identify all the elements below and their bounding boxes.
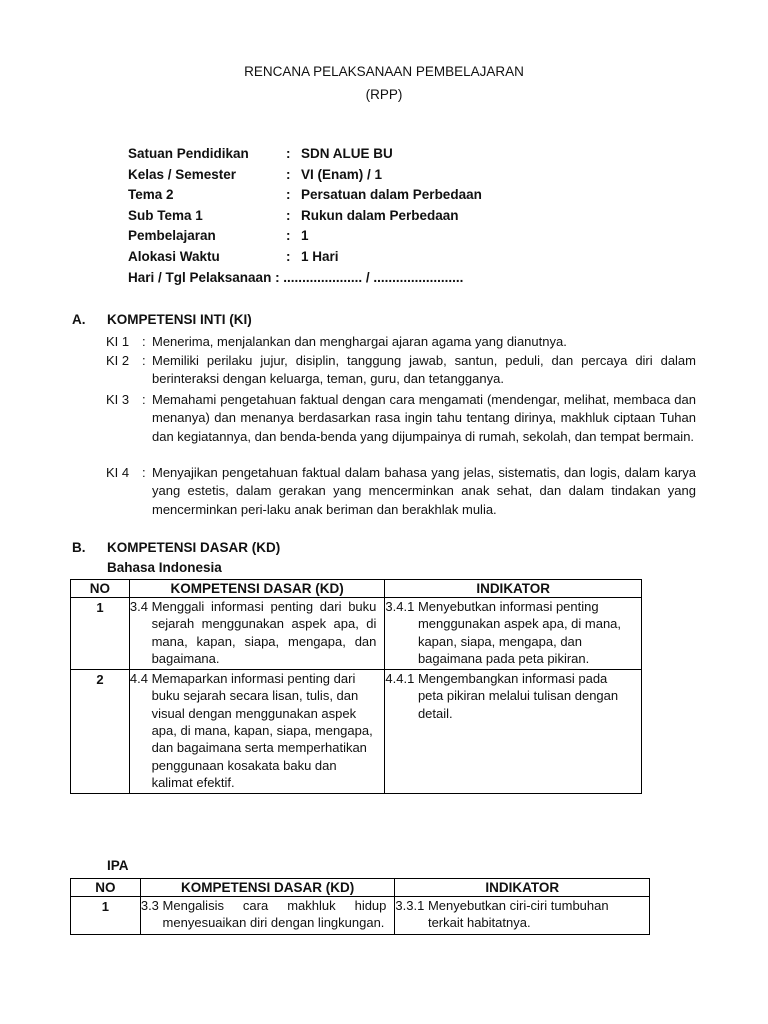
identity-colon: : [286, 248, 291, 264]
identity-label: Tema 2 [128, 187, 174, 203]
ki-colon: : [142, 334, 146, 349]
kd-number: 4.4 [129, 671, 148, 687]
identity-colon: : [286, 207, 291, 223]
kd-number: 3.3 [140, 898, 159, 913]
kd-cell [140, 897, 395, 935]
identity-value: Persatuan dalam Perbedaan [301, 187, 482, 203]
indikator-text: Menyebutkan informasi penting menggunakan aspek apa, di mana, kapan, siapa, mengapa, dan bagaimana pada peta pikiran. [417, 599, 622, 666]
header-kd: KOMPETENSI DASAR (KD) [129, 580, 385, 598]
table-header-row [71, 580, 642, 598]
header-indikator: INDIKATOR [385, 580, 642, 598]
document-title: RENCANA PELAKSANAAN PEMBELAJARAN [244, 64, 524, 79]
kd-text: Mengalisis cara makhluk hidup menyesuaikan diri dengan lingkungan. [162, 898, 387, 931]
ki-code: KI 2 [106, 353, 130, 368]
indikator-cell [395, 897, 650, 935]
identity-value: SDN ALUE BU [301, 146, 393, 161]
identity-label: Alokasi Waktu [128, 248, 220, 264]
row-number: 1 [71, 897, 141, 935]
row-number: 1 [71, 598, 130, 670]
identity-value: VI (Enam) / 1 [301, 166, 383, 182]
ki-text: Menerima, menjalankan dan menghargai ajaran agama yang dianutnya. [152, 334, 567, 349]
indikator-cell [385, 670, 642, 794]
row-number: 2 [71, 670, 130, 794]
subject-ipa: IPA [107, 858, 129, 873]
identity-value: 1 [301, 228, 309, 244]
kd-text-first: Menggali informasi penting dari buku sejarah menggunakan aspek apa, di mana, kapan, siapa, mengapa, dan bagaimana. [151, 599, 377, 666]
kd-number: 3.4 [129, 599, 148, 614]
header-no: NO [71, 879, 141, 897]
indikator-number: 3.4.1 [385, 599, 415, 614]
identity-label: Sub Tema 1 [128, 207, 203, 223]
indikator-text: Mengembangkan informasi pada peta pikiran melalui tulisan dengan detail. [417, 671, 619, 721]
indikator-text: Menyebutkan ciri-ciri tumbuhan terkait habitatnya. [427, 898, 609, 931]
ki-text: Memiliki perilaku jujur, disiplin, tanggung jawab, santun, peduli, dan percaya diri dalam berinteraksi dengan keluarga, teman, guru, dan tetangganya. [152, 353, 696, 387]
ki-colon: : [142, 353, 146, 368]
ki-code: KI 1 [106, 334, 130, 349]
identity-label: Satuan Pendidikan [128, 146, 249, 161]
ki-item-4 [106, 464, 696, 519]
indikator-cell [385, 598, 642, 670]
indikator-number: 3.3.1 [395, 898, 425, 913]
subject-bahasa-indonesia: Bahasa Indonesia [107, 560, 222, 575]
ki-colon: : [142, 465, 146, 480]
ki-item-2 [106, 352, 696, 389]
kd-cell [129, 598, 385, 670]
identity-value: 1 Hari [301, 248, 339, 264]
identity-colon: : [286, 228, 291, 244]
indikator-number: 4.4.1 [385, 671, 415, 687]
kd-table-bahasa [70, 579, 642, 794]
ki-text: Memahami pengetahuan faktual dengan cara mengamati (mendengar, melihat, membaca dan menanya) dan menanya berdasarkan rasa ingin tahu tentang dirinya, makhluk ciptaan Tuhan dan kegiatannya, dan benda-benda yang dijumpainya di rumah, sekolah, dan tempat bermain. [152, 392, 696, 444]
ki-colon: : [142, 392, 146, 407]
document-subtitle: (RPP) [365, 87, 403, 102]
kd-text: Memaparkan informasi penting dari buku sejarah secara lisan, tulis, dan visual dengan menggunakan aspek apa, di mana, kapan, siapa, mengapa, dan bagaimana serta memperhatikan penggunaan kosakata baku dan kalimat efektif. [151, 671, 373, 790]
section-letter: B. [72, 540, 86, 555]
header-indikator: INDIKATOR [395, 879, 650, 897]
ki-text: Menyajikan pengetahuan faktual dalam bahasa yang jelas, sistematis, dan logis, dalam karya yang estetis, dalam gerakan yang mencerminkan anak sehat, dan dalam tindakan yang mencerminkan peri-laku anak beriman dan berakhlak mulia. [152, 465, 696, 517]
section-title: KOMPETENSI DASAR (KD) [107, 540, 281, 555]
identity-colon: : [286, 187, 291, 203]
section-letter: A. [72, 312, 86, 327]
table-row [71, 897, 650, 935]
kd-table-ipa [70, 878, 650, 935]
header-kd: KOMPETENSI DASAR (KD) [140, 879, 395, 897]
ki-code: KI 4 [106, 465, 130, 480]
identity-label: Pembelajaran [128, 228, 216, 244]
ki-item-3 [106, 391, 696, 446]
table-header-row [71, 879, 650, 897]
table-row [71, 598, 642, 670]
ki-code: KI 3 [106, 392, 130, 407]
table-row [71, 670, 642, 794]
ki-item-1 [106, 333, 696, 351]
section-title: KOMPETENSI INTI (KI) [107, 312, 252, 327]
kd-cell [129, 670, 385, 794]
hari-tanggal-line: Hari / Tgl Pelaksanaan : ..................... / ........................ [128, 270, 464, 285]
identity-colon: : [286, 146, 291, 161]
identity-label: Kelas / Semester [128, 166, 237, 182]
identity-value: Rukun dalam Perbedaan [301, 207, 459, 223]
identity-colon: : [286, 166, 291, 182]
header-no: NO [71, 580, 130, 598]
